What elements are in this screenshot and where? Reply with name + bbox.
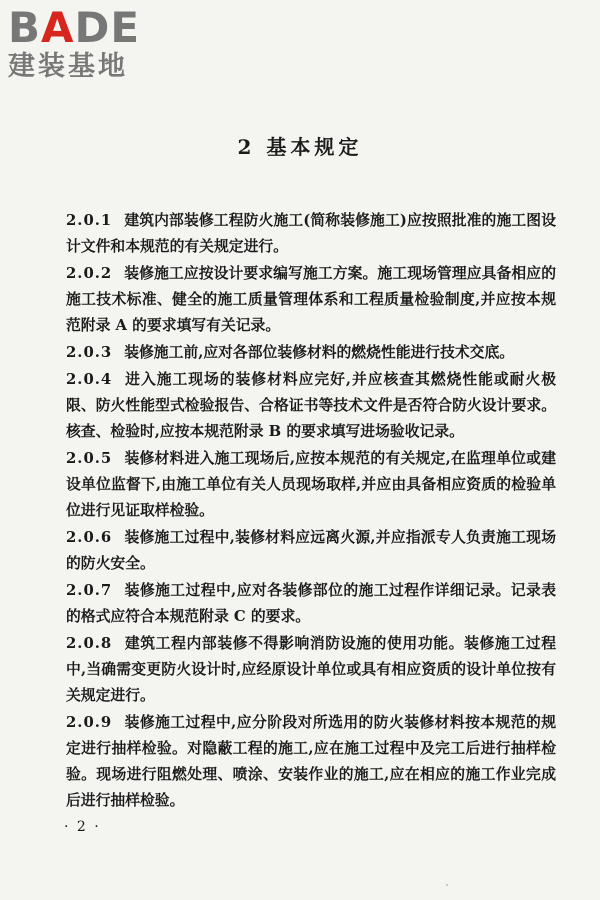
clause-text: 进入施工现场的装修材料应完好,并应核查其燃烧性能或耐火极限、防火性能型式检验报告、合格证书等技术文件是否符合防火设计要求。核查、检验时,应按本规范附录 B 的要求填写进场验收记录。 [66,371,556,440]
clause-number: 2.0.9 [66,714,113,731]
clause-2-0-7 [66,578,556,630]
scan-speck [446,884,448,886]
clause-2-0-3 [66,340,556,366]
clause-text: 装修施工应按设计要求编写施工方案。施工现场管理应具备相应的施工技术标准、健全的施工质量管理体系和工程质量检验制度,并应按本规范附录 A 的要求填写有关记录。 [66,265,556,334]
clause-2-0-6 [66,525,556,577]
clause-list [66,208,556,815]
clause-text: 装修施工前,应对各部位装修材料的燃烧性能进行技术交底。 [124,344,515,361]
clause-number: 2.0.7 [66,582,113,599]
clause-text: 装修材料进入施工现场后,应按本规范的有关规定,在监理单位或建设单位监督下,由施工单位有关人员现场取样,并应由具备相应资质的检验单位进行见证取样检验。 [66,450,556,519]
clause-number: 2.0.5 [66,450,113,467]
clause-2-0-2 [66,261,556,339]
logo-wordmark: BADE [8,3,141,52]
brand-logo [8,3,178,84]
chapter-title: 2 基本规定 [237,135,363,159]
clause-number: 2.0.1 [66,212,113,229]
clause-text: 建筑内部装修工程防火施工(简称装修施工)应按照批准的施工图设计文件和本规范的有关规定进行。 [66,212,556,255]
clause-2-0-8 [66,631,556,709]
clause-number: 2.0.3 [66,344,113,361]
clause-number: 2.0.8 [66,635,113,652]
clause-text: 装修施工过程中,装修材料应远离火源,并应指派专人负责施工现场的防火安全。 [66,529,556,572]
clause-text: 建筑工程内部装修不得影响消防设施的使用功能。装修施工过程中,当确需变更防火设计时,应经原设计单位或具有相应资质的设计单位按有关规定进行。 [66,635,556,704]
clause-2-0-5 [66,446,556,524]
clause-2-0-1 [66,208,556,260]
clause-number: 2.0.4 [66,371,113,388]
page-number: · 2 · [64,819,101,835]
clause-number: 2.0.6 [66,529,113,546]
logo-subtitle: 建装基地 [8,51,128,82]
clause-text: 装修施工过程中,应分阶段对所选用的防火装修材料按本规范的规定进行抽样检验。对隐蔽工程的施工,应在施工过程中及完工后进行抽样检验。现场进行阻燃处理、喷涂、安装作业的施工,应在相应的施工作业完成后进行抽样检验。 [66,714,556,809]
clause-text: 装修施工过程中,应对各装修部位的施工过程作详细记录。记录表的格式应符合本规范附录 C 的要求。 [66,582,556,625]
clause-2-0-4 [66,367,556,445]
clause-2-0-9 [66,710,556,814]
logo-accent-letter: A [41,3,75,52]
clause-number: 2.0.2 [66,265,113,282]
